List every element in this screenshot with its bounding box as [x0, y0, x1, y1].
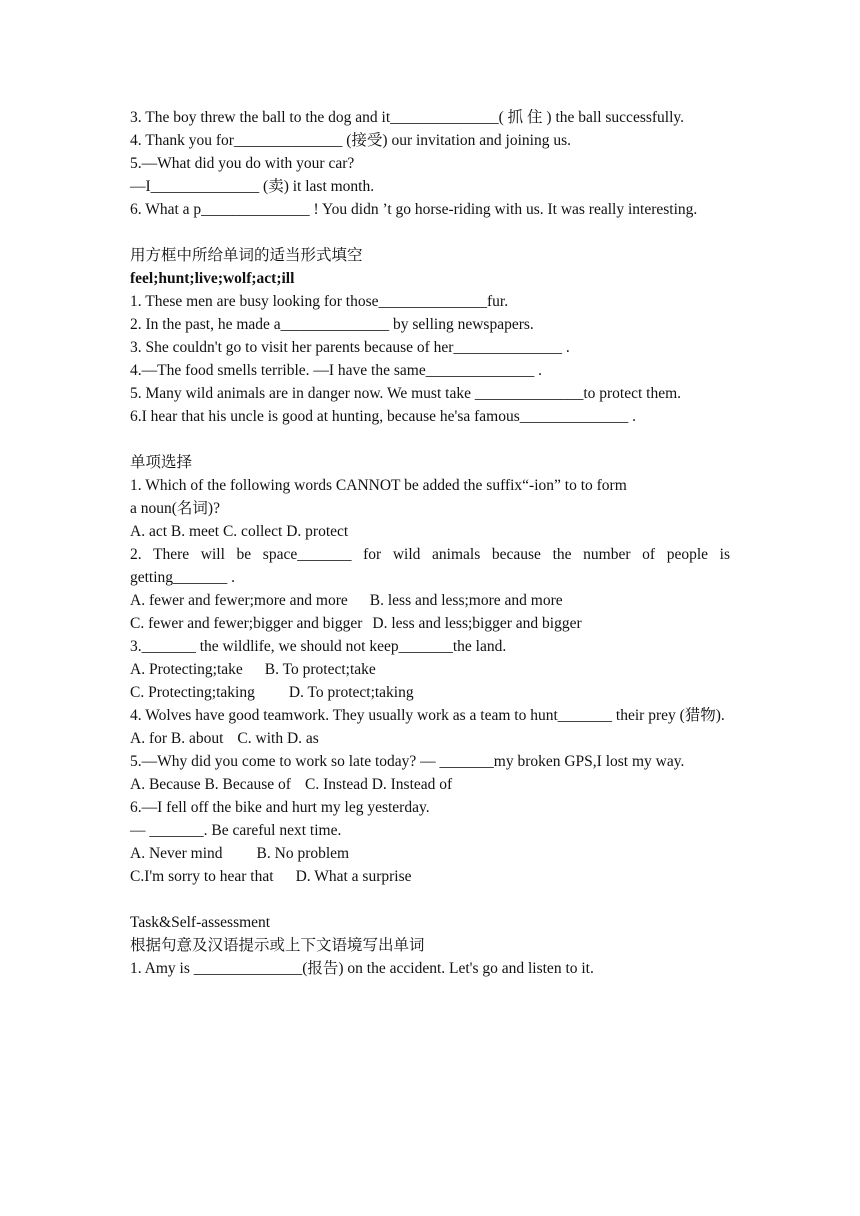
- option-d: D. To protect;taking: [288, 684, 414, 701]
- question-c2: 2. There will be space_______ for wild animals because the number of people is getting_______ .: [130, 546, 730, 586]
- option-c: C. fewer and fewer;bigger and bigger: [130, 615, 363, 632]
- question-c2-options-row1: [130, 589, 730, 612]
- question-d1: 1. Amy is ______________(报告) on the accident. Let's go and listen to it.: [130, 960, 594, 977]
- option-cd: C. with D. as: [237, 730, 319, 747]
- question-a5-answer: —I______________ (卖) it last month.: [130, 178, 375, 195]
- question-c1-line1: 1. Which of the following words CANNOT be added the suffix“-ion” to to form: [130, 477, 627, 494]
- option-b: B. less and less;more and more: [369, 592, 563, 609]
- option-d: D. What a surprise: [295, 868, 412, 885]
- question-b6: 6.I hear that his uncle is good at hunting, because he'sa famous______________ .: [130, 408, 637, 425]
- question-c6-options-row2: [130, 865, 730, 888]
- question-c3-options-row2: [130, 681, 730, 704]
- question-c1-options: A. act B. meet C. collect D. protect: [130, 523, 349, 540]
- option-a: A. Never mind: [130, 845, 223, 862]
- question-a6: 6. What a p______________ ! You didn ’t go horse-riding with us. It was really interesting.: [130, 201, 698, 218]
- question-c6-line2: — _______. Be careful next time.: [130, 822, 342, 839]
- worksheet-page: [130, 106, 730, 980]
- word-box: feel;hunt;live;wolf;act;ill: [130, 270, 295, 287]
- question-c6-line1: 6.—I fell off the bike and hurt my leg yesterday.: [130, 799, 430, 816]
- question-c1-line2: a noun(名词)?: [130, 500, 220, 517]
- question-b1: 1. These men are busy looking for those______________fur.: [130, 293, 509, 310]
- option-b: B. No problem: [256, 845, 350, 862]
- question-c4: 4. Wolves have good teamwork. They usually work as a team to hunt_______ their prey (猎物).: [130, 707, 725, 724]
- option-cd: C. Instead D. Instead of: [304, 776, 453, 793]
- option-c: C.I'm sorry to hear that: [130, 868, 274, 885]
- question-b4: 4.—The food smells terrible. —I have the same______________ .: [130, 362, 542, 379]
- section-d-title: Task&Self-assessment: [130, 914, 271, 931]
- option-d: D. less and less;bigger and bigger: [372, 615, 582, 632]
- question-c5: 5.—Why did you come to work so late today? — _______my broken GPS,I lost my way.: [130, 753, 685, 770]
- question-b3: 3. She couldn't go to visit her parents because of her______________ .: [130, 339, 570, 356]
- section-a: [130, 106, 730, 221]
- question-c3: 3._______ the wildlife, we should not keep_______the land.: [130, 638, 507, 655]
- option-c: C. Protecting;taking: [130, 684, 255, 701]
- option-ab: A. for B. about: [130, 730, 224, 747]
- question-c4-options: [130, 727, 730, 750]
- option-a: A. fewer and fewer;more and more: [130, 592, 348, 609]
- question-c6-options-row1: [130, 842, 730, 865]
- question-c5-options: [130, 773, 730, 796]
- spacer: [130, 888, 730, 911]
- question-b2: 2. In the past, he made a______________ by selling newspapers.: [130, 316, 534, 333]
- question-a3: 3. The boy threw the ball to the dog and it______________( 抓 住 ) the ball successfully.: [130, 109, 685, 126]
- option-b: B. To protect;take: [264, 661, 376, 678]
- question-c3-options-row1: [130, 658, 730, 681]
- question-a5-prompt: 5.—What did you do with your car?: [130, 155, 355, 172]
- question-a4: 4. Thank you for______________ (接受) our invitation and joining us.: [130, 132, 571, 149]
- spacer: [130, 221, 730, 244]
- spacer: [130, 428, 730, 451]
- section-d: [130, 911, 730, 980]
- option-a: A. Protecting;take: [130, 661, 243, 678]
- question-b5: 5. Many wild animals are in danger now. We must take ______________to protect them.: [130, 385, 682, 402]
- section-c-heading: 单项选择: [130, 454, 193, 471]
- section-b: [130, 244, 730, 428]
- option-ab: A. Because B. Because of: [130, 776, 291, 793]
- section-d-heading: 根据句意及汉语提示或上下文语境写出单词: [130, 937, 425, 954]
- section-c: [130, 451, 730, 888]
- section-b-heading: 用方框中所给单词的适当形式填空: [130, 247, 363, 264]
- question-c2-options-row2: [130, 612, 730, 635]
